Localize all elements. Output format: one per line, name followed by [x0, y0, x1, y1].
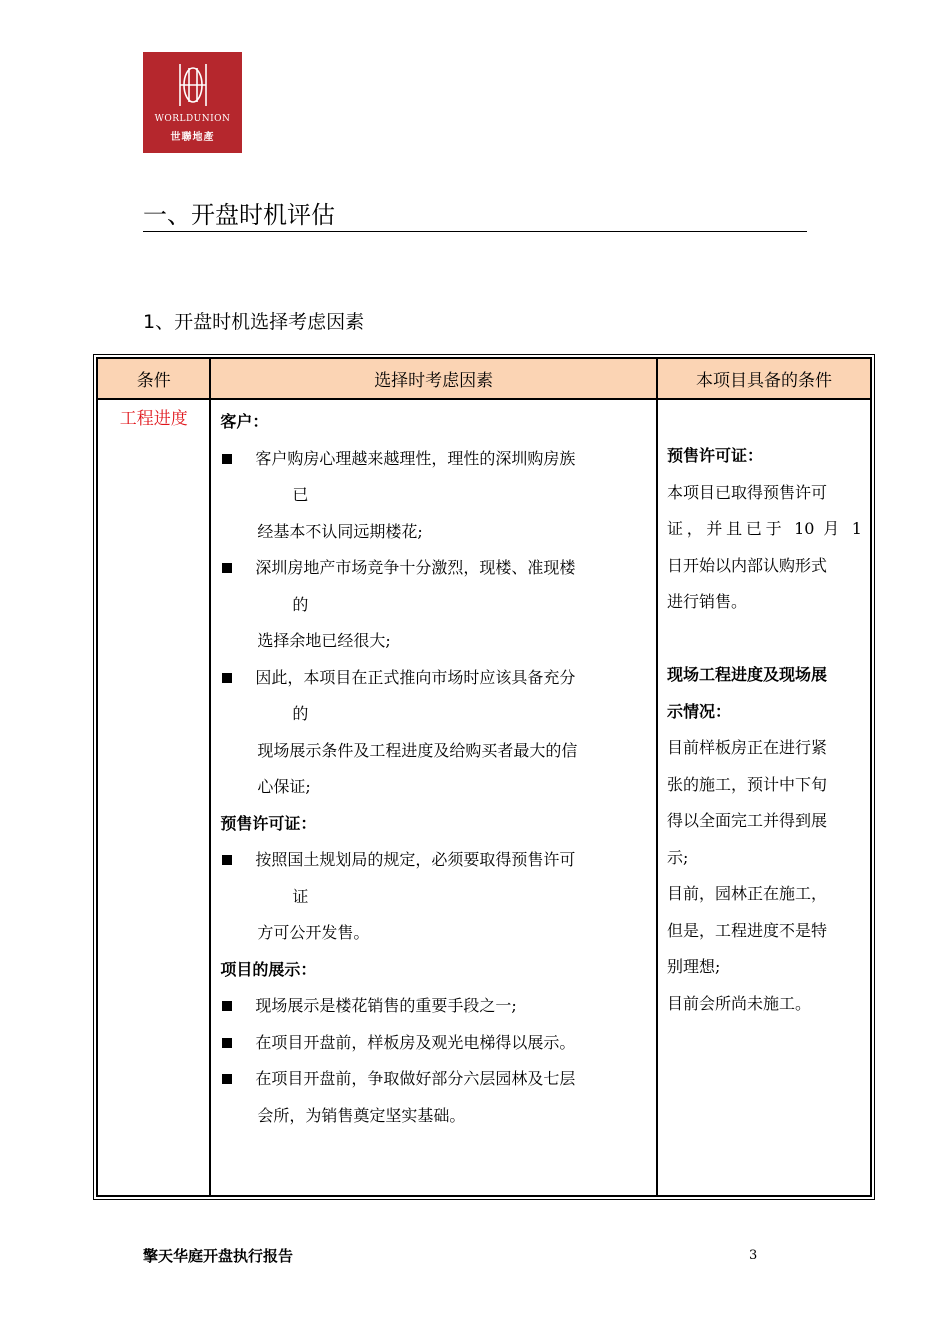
header-factors: 选择时考虑因素 [210, 358, 657, 399]
status-text: 示; [666, 847, 689, 867]
section-title: 一、开盘时机评估 [143, 200, 807, 232]
list-item-continuation: 选择余地已经很大; [257, 631, 391, 650]
status-text: 进行销售。 [666, 592, 747, 611]
bullet-square-icon [222, 1001, 232, 1011]
list-item-continuation: 心保证; [257, 777, 311, 796]
bullet-square-icon [222, 454, 232, 464]
bullet-square-icon [222, 855, 232, 865]
table-row [97, 399, 871, 1196]
status-text: 目前会所尚未施工。 [666, 993, 811, 1013]
subsection-title: 1、开盘时机选择考虑因素 [143, 311, 365, 333]
list-item-wrap: 的 [292, 594, 309, 614]
display-heading: 项目的展示： [220, 959, 317, 979]
status-permit-heading: 预售许可证： [666, 446, 763, 465]
status-text: 别理想; [666, 957, 721, 976]
customer-heading: 客户： [220, 412, 269, 431]
permit-heading: 预售许可证： [220, 813, 317, 833]
logo-brand-en: WORLDUNION [154, 114, 231, 124]
logo-mark-icon [176, 62, 210, 108]
status-text: 得以全面完工并得到展 [666, 811, 827, 830]
condition-cell: 工程进度 [97, 399, 210, 1196]
table-header-row [97, 358, 871, 399]
bullet-square-icon [222, 673, 232, 683]
header-condition: 条件 [97, 358, 210, 399]
bullet-square-icon [222, 1038, 232, 1048]
list-item-continuation: 经基本不认同远期楼花; [257, 521, 423, 541]
status-site-heading: 现场工程进度及现场展 [666, 665, 827, 684]
status-site-heading-cont: 示情况： [666, 701, 731, 721]
list-item: 因此，本项目在正式推向市场时应该具备充分 [220, 660, 650, 697]
status-text: 但是，工程进度不是特 [666, 920, 827, 940]
list-item: 在项目开盘前，争取做好部分六层园林及七层 [220, 1061, 650, 1098]
status-text: 证，并且已于 10 月 1 [666, 519, 862, 538]
page-number: 3 [749, 1248, 758, 1263]
list-item: 现场展示是楼花销售的重要手段之一; [220, 988, 650, 1025]
list-item-wrap: 的 [292, 704, 309, 723]
status-text: 目前样板房正在进行紧 [666, 738, 827, 757]
status-spacer [667, 621, 862, 658]
logo-brand-cn: 世聯地產 [170, 132, 215, 143]
list-item-wrap: 证 [292, 886, 309, 906]
list-item: 客户购房心理越来越理性，理性的深圳购房族 [220, 441, 650, 478]
bullet-square-icon [222, 1074, 232, 1084]
list-item-wrap: 已 [292, 485, 309, 504]
list-item: 按照国土规划局的规定，必须要取得预售许可 [220, 842, 650, 879]
status-text: 日开始以内部认购形式 [666, 555, 827, 575]
list-item-continuation: 会所，为销售奠定坚实基础。 [257, 1105, 466, 1125]
list-item-continuation: 方可公开发售。 [257, 923, 370, 942]
timing-factors-table [96, 357, 872, 1197]
footer-report-title: 擎天华庭开盘执行报告 [143, 1247, 294, 1265]
factors-cell [210, 399, 657, 1196]
list-item: 深圳房地产市场竞争十分激烈，现楼、准现楼 [220, 550, 650, 587]
header-status: 本项目具备的条件 [657, 358, 871, 399]
list-item-continuation: 现场展示条件及工程进度及给购买者最大的信 [257, 740, 578, 760]
list-item: 在项目开盘前，样板房及观光电梯得以展示。 [220, 1025, 650, 1062]
worldunion-logo [143, 52, 242, 153]
bullet-square-icon [222, 563, 232, 573]
status-text: 本项目已取得预售许可 [666, 482, 827, 502]
status-text: 张的施工，预计中下旬 [666, 774, 827, 794]
status-cell [657, 399, 871, 1196]
status-text: 目前，园林正在施工， [666, 884, 827, 903]
